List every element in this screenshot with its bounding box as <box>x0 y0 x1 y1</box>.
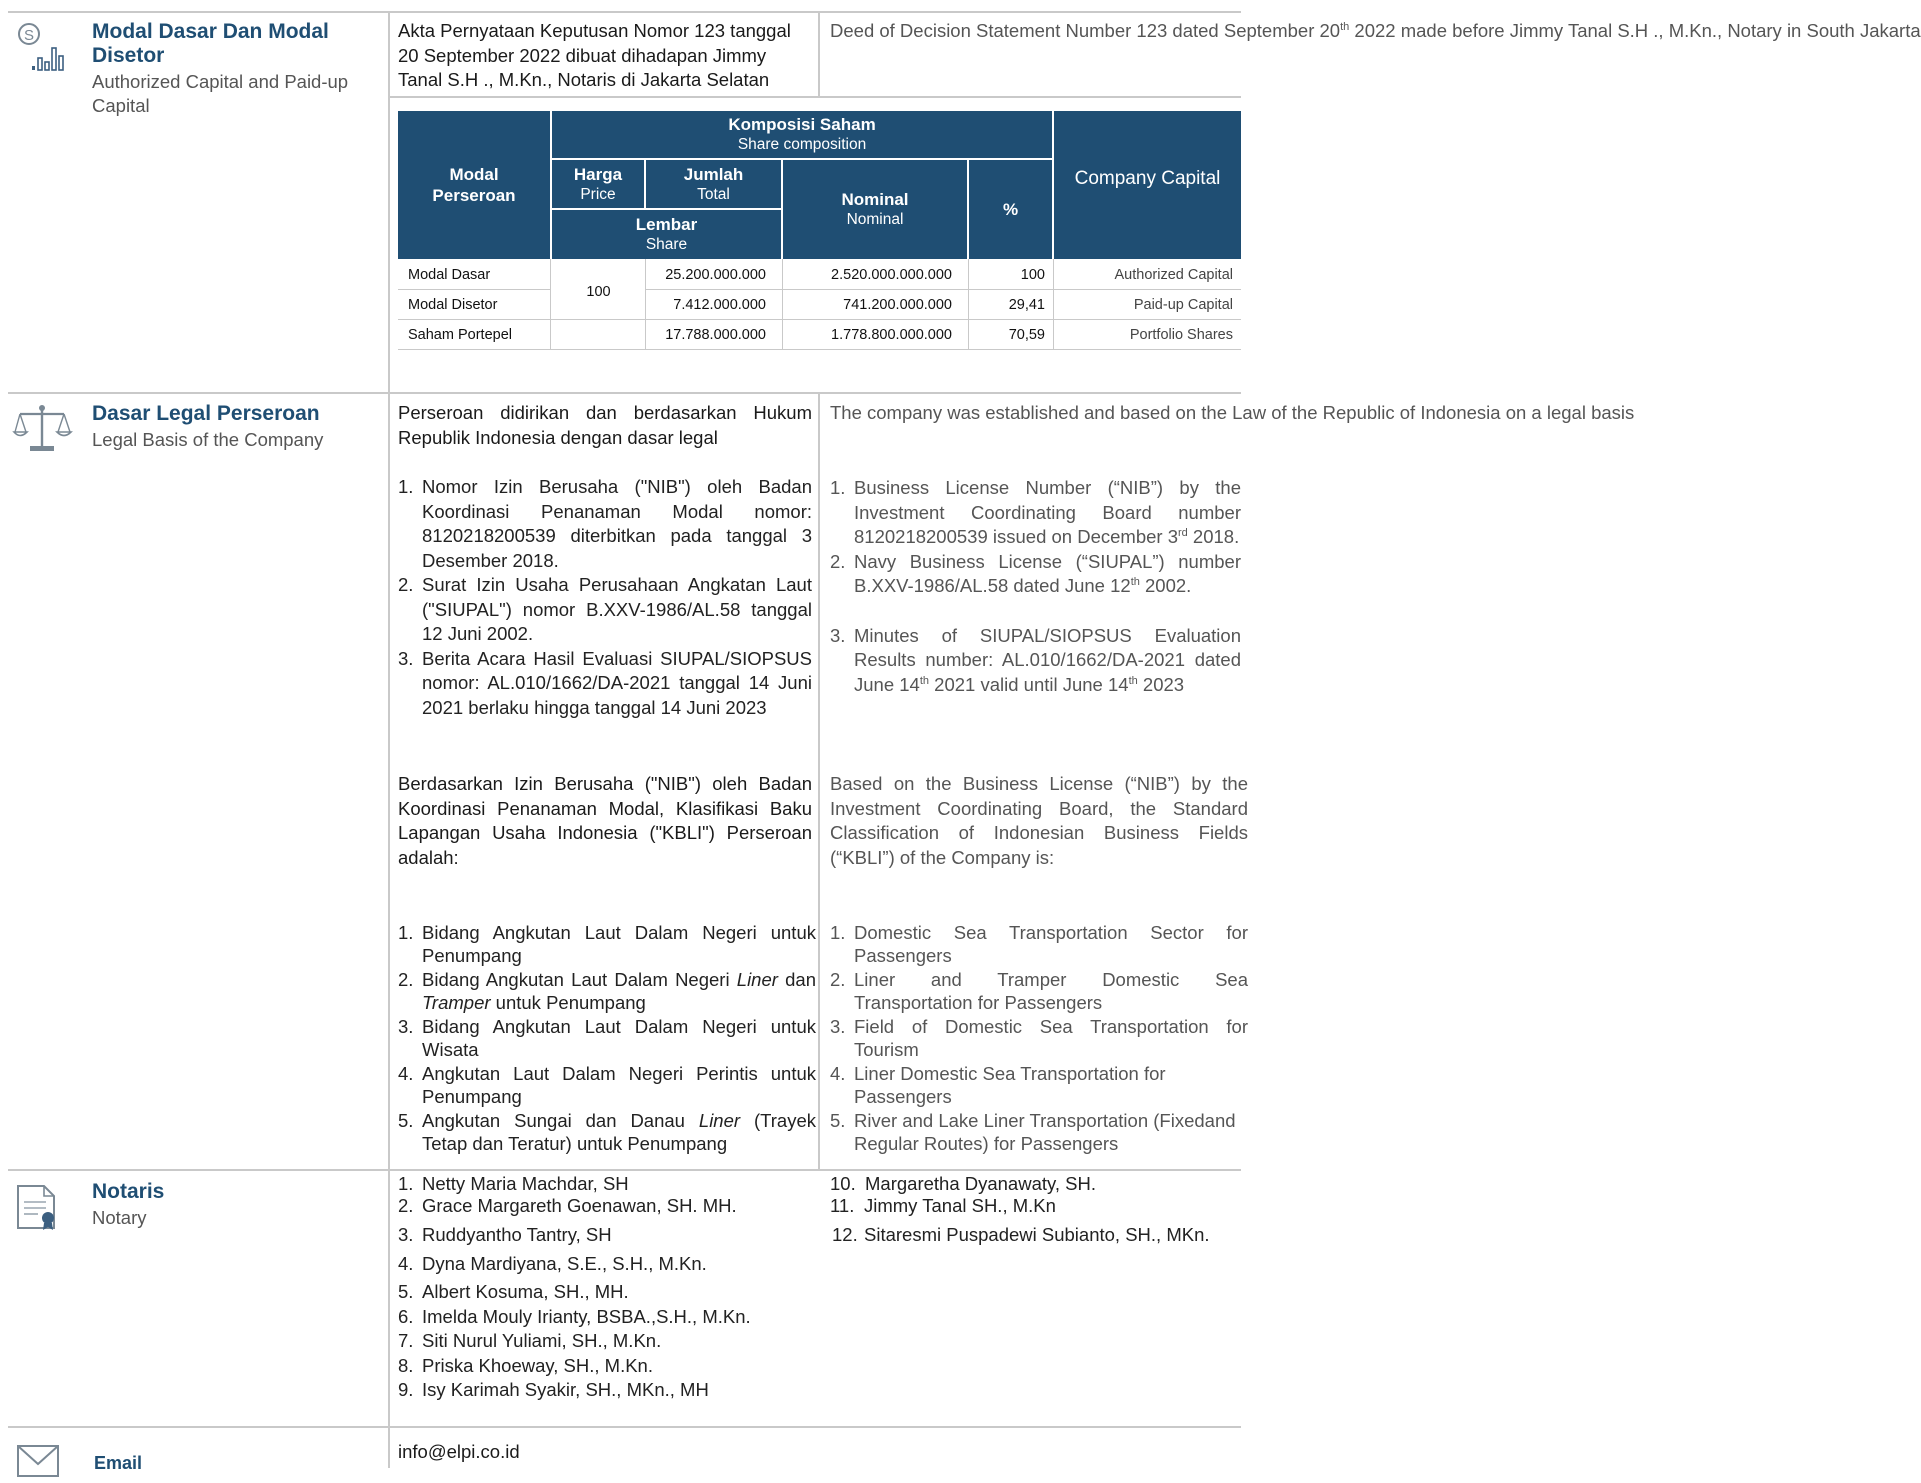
table-header-price: Harga Price <box>552 160 644 208</box>
divider <box>8 1169 1241 1171</box>
kbli-list-en <box>830 922 1248 1155</box>
capital-chart-icon <box>12 20 72 72</box>
divider <box>390 96 1241 98</box>
list-item: 3. Field of Domestic Sea Transportation for Tourism <box>830 1016 1248 1060</box>
list-item: 3. Minutes of SIUPAL/SIOPSUS Evaluation Results number: AL.010/1662/DA-2021 dated June 14th 2021 valid until June 14th 2023 <box>830 624 1241 695</box>
list-item: 9. Isy Karimah Syakir, SH., MKn., MH <box>398 1379 709 1400</box>
divider <box>8 1426 1241 1428</box>
list-item: 5. River and Lake Liner Transportation (Fixedand Regular Routes) for Passengers <box>830 1110 1236 1154</box>
kbli-list-id <box>398 922 816 1155</box>
svg-text:S: S <box>23 27 35 44</box>
table-cell-percent: 29,41 <box>1008 297 1045 313</box>
scales-of-justice-icon <box>14 402 72 454</box>
section-subtitle-notary: Notary <box>92 1207 147 1228</box>
table-cell-shares: 7.412.000.000 <box>673 297 766 313</box>
table-header-share: Lembar Share <box>552 210 781 259</box>
document-icon <box>14 1182 64 1232</box>
list-item: 11. Jimmy Tanal SH., M.Kn <box>830 1195 1056 1216</box>
list-item: 3. Berita Acara Hasil Evaluasi SIUPAL/SIOPSUS nomor: AL.010/1662/DA-2021 tanggal 14 Juni 2021 berlaku hingga tanggal 14 Juni 2023 <box>398 647 812 718</box>
table-cell-label: Modal Disetor <box>408 297 498 313</box>
table-rule <box>550 259 551 350</box>
list-item: 4. Liner Domestic Sea Transportation for Passengers <box>830 1063 1166 1107</box>
section-title-legal: Dasar Legal Perseroan <box>92 402 320 425</box>
section-title-capital: Modal Dasar Dan Modal Disetor <box>92 20 329 67</box>
list-item: 2. Navy Business License (“SIUPAL”) number B.XXV-1986/AL.58 dated June 12th 2002. <box>830 550 1241 596</box>
list-item: 5. Angkutan Sungai dan Danau Liner (Trayek Tetap dan Teratur) untuk Penumpang <box>398 1110 816 1154</box>
table-cell-en: Authorized Capital <box>1114 267 1233 283</box>
list-item: 10. Margaretha Dyanawaty, SH. <box>830 1173 1097 1194</box>
table-cell-label: Saham Portepel <box>408 327 512 343</box>
list-item: 6. Imelda Mouly Irianty, BSBA.,S.H., M.Kn. <box>398 1305 751 1327</box>
list-item: 4. Angkutan Laut Dalam Negeri Perintis untuk Penumpang <box>398 1063 816 1107</box>
table-cell-percent: 100 <box>1020 267 1045 283</box>
kbli-intro-id: Berdasarkan Izin Berusaha ("NIB") oleh Badan Koordinasi Penanaman Modal, Klasifikasi Baku Lapangan Usaha Indonesia ("KBLI") Perseroan adalah: <box>398 773 812 868</box>
section-subtitle-capital: Authorized Capital and Paid-up Capital <box>92 71 349 116</box>
section-title-email: Email <box>94 1453 143 1473</box>
table-cell-en: Paid-up Capital <box>1133 297 1233 313</box>
notary-list-right <box>830 1173 1241 1248</box>
table-cell-en: Portfolio Shares <box>1129 327 1233 343</box>
email-link[interactable]: info@elpi.co.id <box>398 1441 520 1462</box>
table-header-composition: Komposisi Saham Share composition <box>552 111 1052 158</box>
divider <box>388 11 390 1468</box>
legal-intro-en: The company was established and based on the Law of the Republic of Indonesia on a legal basis <box>830 402 1635 423</box>
table-header-nominal: Nominal Nominal <box>783 160 967 259</box>
legal-basis-list-en <box>830 476 1241 697</box>
list-item: 1. Bidang Angkutan Laut Dalam Negeri untuk Penumpang <box>398 922 816 966</box>
divider <box>8 11 1241 13</box>
list-item: 3. Bidang Angkutan Laut Dalam Negeri untuk Wisata <box>398 1016 816 1060</box>
divider <box>818 392 820 1170</box>
list-item: 2. Bidang Angkutan Laut Dalam Negeri Liner dan Tramper untuk Penumpang <box>398 969 816 1013</box>
table-header-company-capital: Company Capital <box>1054 111 1241 259</box>
deed-text-en: Deed of Decision Statement Number 123 dated September 20th 2022 made before Jimmy Tanal S.H ., M.Kn., Notary in South Jakarta <box>830 20 1921 41</box>
table-cell-label: Modal Dasar <box>408 267 491 283</box>
legal-basis-list-id <box>398 475 812 720</box>
table-header-modal: Modal Perseroan <box>398 111 550 259</box>
list-item: 7. Siti Nurul Yuliami, SH., M.Kn. <box>398 1330 662 1351</box>
list-item: 4. Dyna Mardiyana, S.E., S.H., M.Kn. <box>398 1252 707 1274</box>
table-cell-nominal: 741.200.000.000 <box>843 297 952 313</box>
list-item: 1. Nomor Izin Berusaha ("NIB") oleh Badan Koordinasi Penanaman Modal nomor: 8120218200539 diterbitkan pada tanggal 3 Desember 2018. <box>398 476 812 571</box>
divider <box>8 392 1241 394</box>
table-cell-shares: 17.788.000.000 <box>665 327 766 343</box>
table-cell-percent: 70,59 <box>1008 327 1045 343</box>
divider <box>818 11 820 97</box>
list-item: 1. Domestic Sea Transportation Sector for Passengers <box>830 922 1248 966</box>
table-cell-price: 100 <box>586 284 611 300</box>
list-item: 5. Albert Kosuma, SH., MH. <box>398 1281 629 1302</box>
list-item: 1. Netty Maria Machdar, SH <box>398 1173 629 1194</box>
table-cell-nominal: 1.778.800.000.000 <box>831 327 952 343</box>
kbli-intro-en: Based on the Business License (“NIB”) by the Investment Coordinating Board, the Standard Classification of Indonesian Business Fields (“KBLI”) of the Company is: <box>830 773 1248 868</box>
section-title-notary: Notaris <box>92 1180 165 1203</box>
list-item: 2. Grace Margareth Goenawan, SH. MH. <box>398 1195 737 1216</box>
list-item: 8. Priska Khoeway, SH., M.Kn. <box>398 1354 653 1376</box>
envelope-icon <box>16 1444 60 1468</box>
list-item: 2. Liner and Tramper Domestic Sea Transportation for Passengers <box>830 969 1248 1013</box>
list-item: 12. Sitaresmi Puspadewi Subianto, SH., MKn. <box>832 1224 1210 1245</box>
table-header-percent: % <box>969 160 1052 259</box>
table-cell-nominal: 2.520.000.000.000 <box>831 267 952 283</box>
table-header-total: Jumlah Total <box>646 160 781 208</box>
deed-text-id: Akta Pernyataan Keputusan Nomor 123 tanggal 20 September 2022 dibuat dihadapan Jimmy Tanal S.H ., M.Kn., Notaris di Jakarta Selatan <box>398 20 791 90</box>
list-item: 1. Business License Number (“NIB”) by the Investment Coordinating Board number 8120218200539 issued on December 3rd 2018. <box>830 477 1241 547</box>
legal-intro-id: Perseroan didirikan dan berdasarkan Hukum Republik Indonesia dengan dasar legal <box>398 402 812 448</box>
list-item: 2. Surat Izin Usaha Perusahaan Angkatan Laut ("SIUPAL") nomor B.XXV-1986/AL.58 tanggal 12 Juni 2002. <box>398 574 812 644</box>
notary-list-left <box>398 1173 813 1403</box>
table-cell-shares: 25.200.000.000 <box>665 267 766 283</box>
section-subtitle-legal: Legal Basis of the Company <box>92 429 324 450</box>
list-item: 3. Ruddyantho Tantry, SH <box>398 1224 612 1245</box>
